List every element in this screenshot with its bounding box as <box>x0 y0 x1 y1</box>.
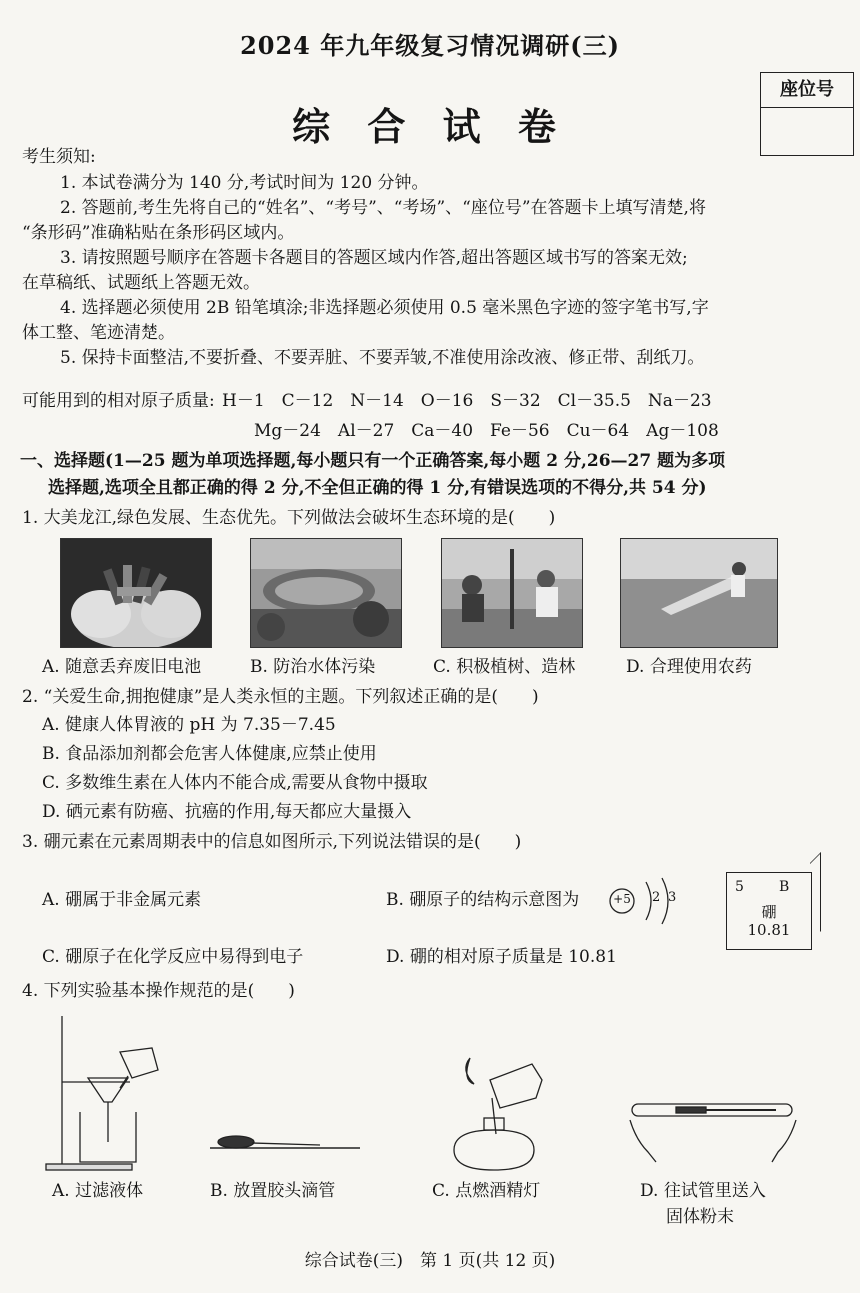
element-cell-boron <box>726 872 812 950</box>
question-1-option: D. 合理使用农药 <box>626 657 752 677</box>
question-4-option: C. 点燃酒精灯 <box>432 1181 541 1201</box>
question-4-option: A. 过滤液体 <box>52 1181 144 1201</box>
element-symbol: B <box>779 879 790 895</box>
atomic-mass-row: H－1 C－12 N－14 O－16 S－32 Cl－35.5 Na－23 <box>222 391 712 411</box>
alcohol-lamp-illustration <box>440 1050 550 1178</box>
atomic-number: 5 <box>735 879 744 895</box>
notice-line: 体工整、笔迹清楚。 <box>22 323 175 343</box>
section-heading: 一、选择题(1—25 题为单项选择题,每小题只有一个正确答案,每小题 2 分,26—27 题为多项 <box>20 451 726 471</box>
question-2-option: A. 健康人体胃液的 pH 为 7.35－7.45 <box>42 715 336 735</box>
question-3-option: D. 硼的相对原子质量是 10.81 <box>386 947 617 967</box>
notice-line: 3. 请按照题号顺序在答题卡各题目的答题区域内作答,超出答题区域书写的答案无效; <box>60 248 688 268</box>
tree-planting-image <box>442 539 582 647</box>
seat-number-label: 座位号 <box>761 73 853 108</box>
notice-line: 5. 保持卡面整洁,不要折叠、不要弄脏、不要弄皱,不准使用涂改液、修正带、刮纸刀。 <box>60 348 705 368</box>
electron-shell-2: 3 <box>668 890 677 905</box>
hands-batteries-image <box>61 539 211 647</box>
question-3-option: A. 硼属于非金属元素 <box>42 890 202 910</box>
photo-pesticide <box>620 538 778 648</box>
page-footer: 综合试卷(三) 第 1 页(共 12 页) <box>304 1251 556 1271</box>
seat-number-box <box>760 72 854 156</box>
notice-line: 在草稿纸、试题纸上答题无效。 <box>22 273 260 293</box>
question-3-option: B. 硼原子的结构示意图为 <box>386 890 580 910</box>
question-3-option: C. 硼原子在化学反应中易得到电子 <box>42 947 304 967</box>
notice-line: 4. 选择题必须使用 2B 铅笔填涂;非选择题必须使用 0.5 毫米黑色字迹的签字笔书写,字 <box>60 298 709 318</box>
water-treatment-image <box>251 539 401 647</box>
question-1-stem: 1. 大美龙江,绿色发展、生态优先。下列做法会破坏生态环境的是( ) <box>22 508 556 528</box>
question-3-stem: 3. 硼元素在元素周期表中的信息如图所示,下列说法错误的是( ) <box>22 832 522 852</box>
element-name: 硼 <box>761 903 777 921</box>
photo-water-treatment <box>250 538 402 648</box>
question-2-option: C. 多数维生素在人体内不能合成,需要从食物中摄取 <box>42 773 428 793</box>
pesticide-spraying-image <box>621 539 777 647</box>
question-1-option: C. 积极植树、造林 <box>433 657 576 677</box>
atomic-mass-row: Mg－24 Al－27 Ca－40 Fe－56 Cu－64 Ag－108 <box>254 421 719 441</box>
atomic-mass-label: 可能用到的相对原子质量: <box>22 391 215 411</box>
section-heading: 选择题,选项全且都正确的得 2 分,不全但正确的得 1 分,有错误选项的不得分,共 54 分) <box>48 478 707 498</box>
atomic-mass: 10.81 <box>747 921 791 939</box>
photo-tree-planting <box>441 538 583 648</box>
notice-heading: 考生须知: <box>22 147 96 167</box>
notice-line: 1. 本试卷满分为 140 分,考试时间为 120 分钟。 <box>60 173 429 193</box>
question-4-option: B. 放置胶头滴管 <box>210 1181 336 1201</box>
dropper-illustration <box>210 1128 360 1158</box>
electron-shell-1: 2 <box>652 890 661 905</box>
question-1-option: A. 随意丢弃废旧电池 <box>42 657 202 677</box>
exam-title: 2024 年九年级复习情况调研(三) <box>240 31 620 60</box>
exam-subtitle: 综 合 试 卷 <box>292 104 568 149</box>
question-4-option: D. 往试管里送入 <box>640 1181 766 1201</box>
notice-line: “条形码”准确粘贴在条形码区域内。 <box>22 223 295 243</box>
question-2-option: B. 食品添加剂都会危害人体健康,应禁止使用 <box>42 744 377 764</box>
notice-line: 2. 答题前,考生先将自己的“姓名”、“考号”、“考场”、“座位号”在答题卡上填写清楚,将 <box>60 198 706 218</box>
test-tube-powder-illustration <box>626 1090 806 1170</box>
question-4-option-continued: 固体粉末 <box>666 1207 734 1227</box>
nucleus-charge: +5 <box>613 892 631 906</box>
photo-batteries <box>60 538 212 648</box>
boron-atom-diagram <box>606 874 690 928</box>
question-2-stem: 2. “关爱生命,拥抱健康”是人类永恒的主题。下列叙述正确的是( ) <box>22 687 539 707</box>
question-1-option: B. 防治水体污染 <box>250 657 376 677</box>
filtration-illustration <box>40 1012 180 1172</box>
question-4-stem: 4. 下列实验基本操作规范的是( ) <box>22 981 295 1001</box>
question-2-option: D. 硒元素有防癌、抗癌的作用,每天都应大量摄入 <box>42 802 412 822</box>
